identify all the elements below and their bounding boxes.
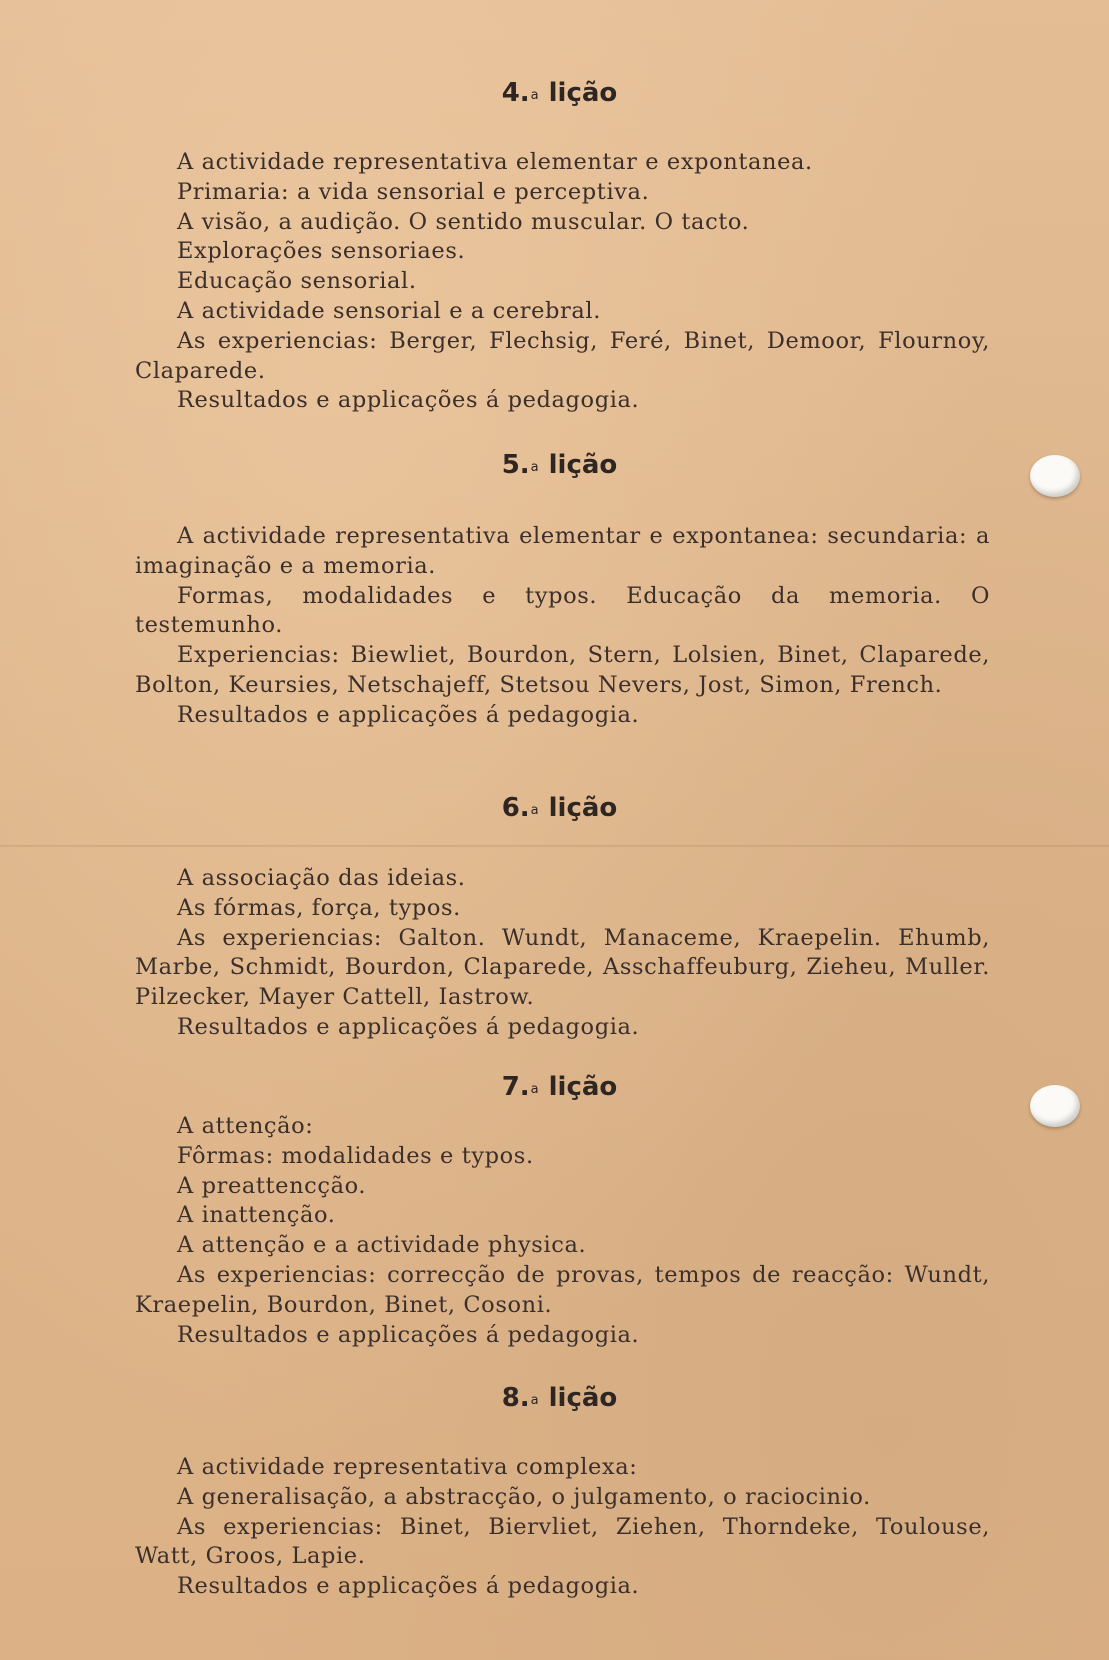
text-line: Resultados e applicações á pedagogia. [177, 701, 640, 728]
lesson-body-8 [135, 1453, 990, 1602]
lesson-superscript: a [530, 803, 539, 818]
lesson-superscript: a [530, 460, 539, 475]
lesson-number: 6. [501, 793, 530, 823]
text-line: As experiencias: Binet, Biervliet, Ziehen, Thorndeke, Toulouse, Watt, Groos, Lapie. [135, 1513, 990, 1570]
lesson-superscript: a [530, 88, 539, 103]
text-line: A generalisação, a abstracção, o julgamento, o raciocinio. [177, 1483, 871, 1510]
lesson-title: lição [548, 1383, 618, 1413]
text-line: A attenção e a actividade physica. [177, 1232, 587, 1259]
text-line: A actividade representativa elementar e expontanea. [177, 149, 813, 175]
text-line: A actividade sensorial e a cerebral. [177, 297, 601, 324]
text-line: Educação sensorial. [177, 268, 417, 295]
text-line: A attenção: [177, 1113, 314, 1139]
text-line: Experiencias: Biewliet, Bourdon, Stern, Lolsien, Binet, Claparede, Bolton, Keursies, Netschajeff, Stetsou Nevers, Jost, Simon, French. [135, 642, 990, 698]
text-line: A inattenção. [177, 1202, 336, 1229]
text-line: Fôrmas: modalidades e typos. [177, 1142, 534, 1169]
paper-fold [0, 845, 1109, 847]
lesson-body-4 [135, 148, 990, 416]
text-line: As experiencias: Galton. Wundt, Manaceme, Kraepelin. Ehumb, Marbe, Schmidt, Bourdon, Claparede, Asschaffeuburg, Zieheu, Muller. Pilzecker, Mayer Cattell, Iastrow. [135, 924, 990, 1011]
lesson-number: 7. [501, 1072, 530, 1102]
lesson-title: lição [548, 78, 618, 108]
lesson-heading-5 [0, 450, 1109, 480]
lesson-heading-4 [0, 78, 1109, 108]
text-line: Primaria: a vida sensorial e perceptiva. [177, 178, 650, 205]
lesson-body-6 [135, 864, 990, 1043]
lesson-title: lição [548, 1072, 618, 1102]
text-line: Resultados e applicações á pedagogia. [177, 1573, 640, 1600]
text-line: Formas, modalidades e typos. Educação da memoria. O testemunho. [135, 582, 990, 639]
text-line: Resultados e applicações á pedagogia. [177, 1013, 640, 1040]
text-line: A preattencção. [177, 1172, 367, 1199]
text-line: As experiencias: correcção de provas, tempos de reacção: Wundt, Kraepelin, Bourdon, Binet, Cosoni. [135, 1261, 990, 1318]
lesson-heading-8 [0, 1383, 1109, 1413]
lesson-title: lição [548, 450, 618, 480]
text-line: As experiencias: Berger, Flechsig, Feré, Binet, Demoor, Flournoy, Claparede. [135, 327, 990, 384]
lesson-number: 5. [501, 450, 530, 480]
text-line: Explorações sensoriaes. [177, 238, 466, 265]
lesson-superscript: a [530, 1393, 539, 1408]
lesson-title: lição [548, 793, 618, 823]
text-line: Resultados e applicações á pedagogia. [177, 387, 640, 414]
lesson-body-5 [135, 522, 990, 731]
lesson-body-7 [135, 1112, 990, 1350]
text-line: Resultados e applicações á pedagogia. [177, 1321, 640, 1348]
lesson-heading-6 [0, 793, 1109, 823]
text-line: A actividade representativa elementar e expontanea: secundaria: a imaginação e a memoria. [135, 523, 990, 579]
text-line: A associação das ideias. [177, 865, 466, 891]
lesson-superscript: a [530, 1082, 539, 1097]
lesson-number: 4. [501, 78, 530, 108]
text-line: A visão, a audição. O sentido muscular. O tacto. [177, 208, 750, 235]
lesson-heading-7 [0, 1072, 1109, 1102]
text-line: A actividade representativa complexa: [177, 1454, 638, 1480]
text-line: As fórmas, força, typos. [177, 894, 461, 921]
lesson-number: 8. [501, 1383, 530, 1413]
